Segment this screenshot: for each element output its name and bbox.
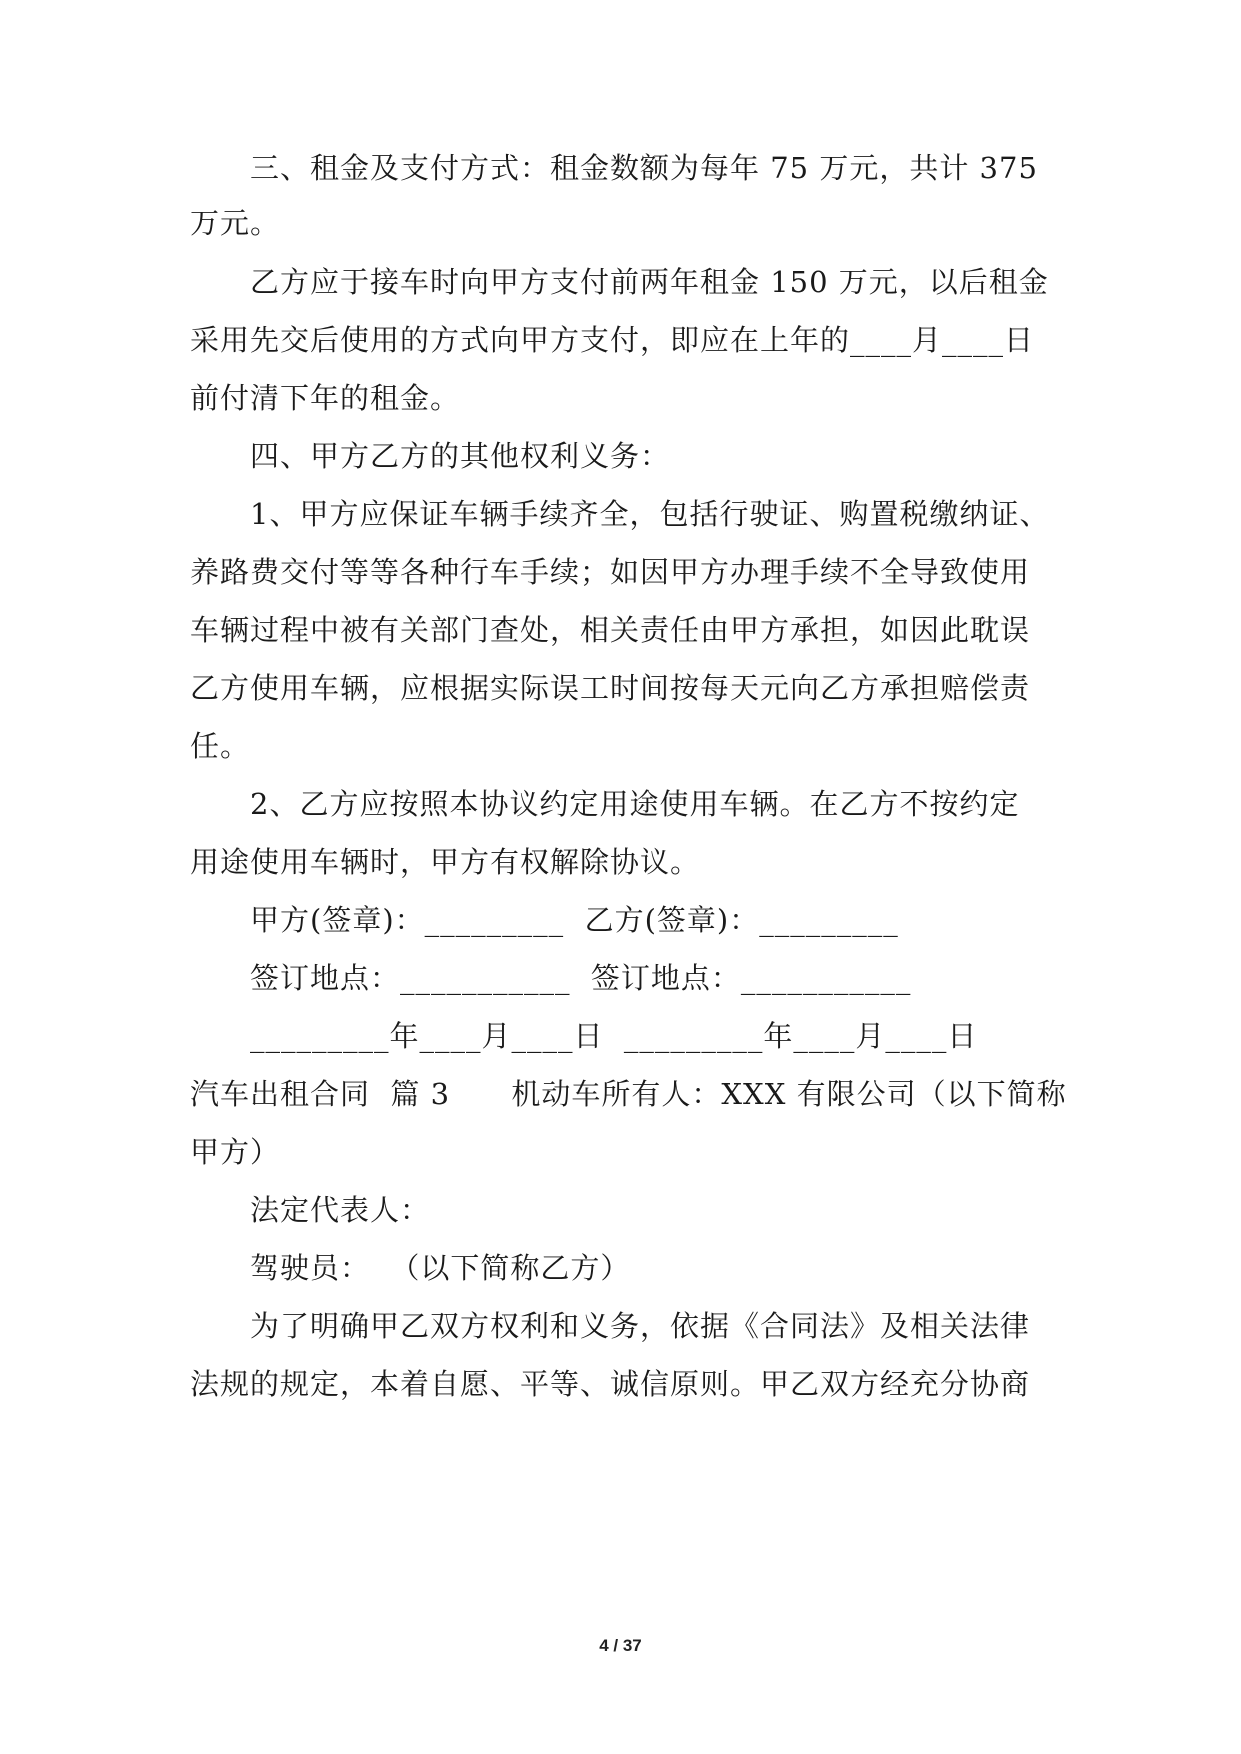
clause-1-line-2: 养路费交付等等各种行车手续；如因甲方办理手续不全导致使用	[190, 555, 1031, 589]
clause-1-line-4: 乙方使用车辆，应根据实际误工时间按每天元向乙方承担赔偿责	[190, 671, 1031, 705]
preamble-line-2: 法规的规定，本着自愿、平等、诚信原则。甲乙双方经充分协商	[190, 1367, 1031, 1401]
driver-line: 驾驶员： （以下简称乙方）	[250, 1251, 631, 1285]
paragraph-rent-line-1: 三、租金及支付方式：租金数额为每年 75 万元，共计 375	[250, 151, 1038, 185]
clause-1-line-3: 车辆过程中被有关部门查处，相关责任由甲方承担，如因此耽误	[190, 613, 1031, 647]
paragraph-rent-line-2: 万元。	[190, 206, 281, 240]
paragraph-payment-line-1: 乙方应于接车时向甲方支付前两年租金 150 万元，以后租金	[250, 265, 1049, 299]
contract-3-heading-line-1: 汽车出租合同 篇 3 机动车所有人：XXX 有限公司（以下简称	[190, 1077, 1067, 1111]
page-number: 4 / 37	[599, 1636, 642, 1655]
clause-2-line-2: 用途使用车辆时，甲方有权解除协议。	[190, 845, 701, 879]
contract-3-heading-line-2: 甲方）	[190, 1135, 281, 1169]
clause-1-line-1: 1、甲方应保证车辆手续齐全，包括行驶证、购置税缴纳证、	[250, 497, 1050, 531]
preamble-line-1: 为了明确甲乙双方权利和义务，依据《合同法》及相关法律	[250, 1309, 1031, 1343]
section-heading-rights: 四、甲方乙方的其他权利义务：	[250, 439, 671, 473]
clause-2-line-1: 2、乙方应按照本协议约定用途使用车辆。在乙方不按约定	[250, 787, 1020, 821]
paragraph-payment-line-2: 采用先交后使用的方式向甲方支付，即应在上年的____月____日	[190, 323, 1035, 357]
signing-place-line: 签订地点：___________ 签订地点：___________	[250, 961, 912, 995]
clause-1-line-5: 任。	[190, 729, 251, 763]
paragraph-payment-line-3: 前付清下年的租金。	[190, 381, 461, 415]
date-line: _________年____月____日 _________年____月____日	[250, 1019, 978, 1053]
legal-representative-line: 法定代表人：	[250, 1193, 431, 1227]
signature-line: 甲方(签章)：_________ 乙方(签章)：_________	[250, 903, 899, 937]
